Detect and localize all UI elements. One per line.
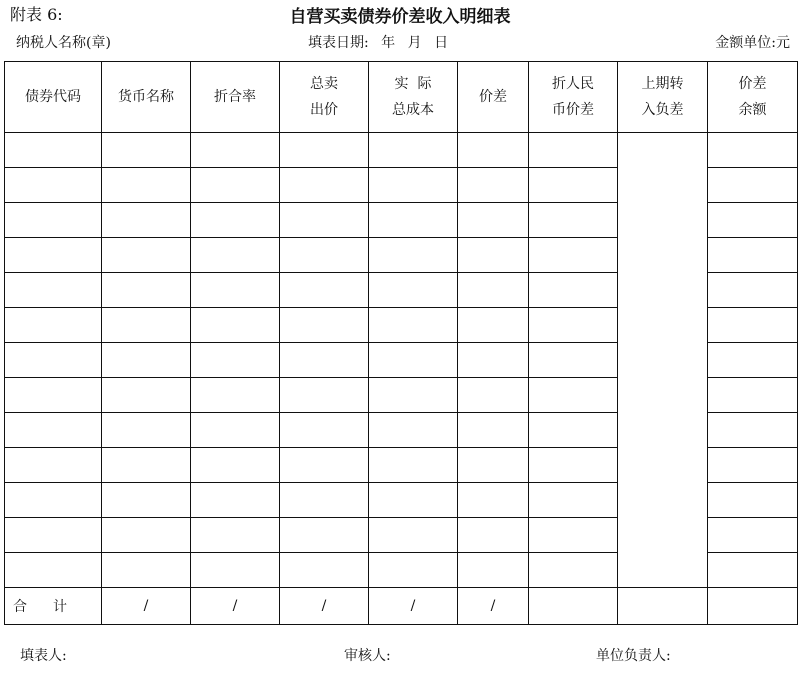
- reviewer-label: 审核人:: [344, 648, 391, 664]
- table-cell[interactable]: [458, 273, 529, 308]
- table-cell[interactable]: [191, 413, 280, 448]
- table-cell[interactable]: [369, 238, 458, 273]
- table-cell[interactable]: [529, 238, 618, 273]
- table-cell[interactable]: [102, 483, 191, 518]
- table-cell[interactable]: [529, 518, 618, 553]
- table-cell[interactable]: [369, 343, 458, 378]
- table-cell[interactable]: [529, 273, 618, 308]
- table-cell[interactable]: [458, 448, 529, 483]
- table-cell[interactable]: [280, 518, 369, 553]
- table-cell[interactable]: [708, 168, 798, 203]
- table-cell[interactable]: [369, 483, 458, 518]
- table-cell[interactable]: [280, 378, 369, 413]
- table-cell[interactable]: [458, 483, 529, 518]
- table-cell[interactable]: [529, 378, 618, 413]
- table-cell[interactable]: [458, 203, 529, 238]
- total-cell[interactable]: /: [458, 588, 529, 625]
- table-cell[interactable]: [708, 308, 798, 343]
- total-cell[interactable]: [529, 588, 618, 625]
- total-cell[interactable]: /: [191, 588, 280, 625]
- col-header: 价差: [458, 62, 529, 133]
- table-cell[interactable]: [280, 343, 369, 378]
- table-cell[interactable]: [102, 308, 191, 343]
- table-cell[interactable]: [458, 238, 529, 273]
- table-cell[interactable]: [5, 483, 102, 518]
- amount-unit-label: 金额单位:元: [715, 35, 790, 51]
- table-cell[interactable]: [102, 343, 191, 378]
- table-cell[interactable]: [102, 273, 191, 308]
- table-cell[interactable]: [529, 553, 618, 588]
- table-cell[interactable]: [708, 238, 798, 273]
- col-header: 总卖 出价: [280, 62, 369, 133]
- table-cell[interactable]: [191, 308, 280, 343]
- total-cell[interactable]: /: [280, 588, 369, 625]
- table-cell[interactable]: [102, 133, 191, 168]
- form-meta: [0, 32, 800, 54]
- col-header: 上期转 入负差: [618, 62, 708, 133]
- table-cell[interactable]: [5, 168, 102, 203]
- table-cell[interactable]: [280, 448, 369, 483]
- table-cell[interactable]: [369, 553, 458, 588]
- table-cell[interactable]: [102, 448, 191, 483]
- table-cell[interactable]: [708, 133, 798, 168]
- table-cell[interactable]: [5, 413, 102, 448]
- table-cell[interactable]: [369, 203, 458, 238]
- col-header: 货币名称: [102, 62, 191, 133]
- table-cell[interactable]: [369, 168, 458, 203]
- table-cell[interactable]: [5, 133, 102, 168]
- table-cell[interactable]: [458, 413, 529, 448]
- table-cell[interactable]: [5, 238, 102, 273]
- table-cell[interactable]: [369, 518, 458, 553]
- table-cell[interactable]: [280, 483, 369, 518]
- page-header: [0, 2, 800, 26]
- table-cell[interactable]: [529, 483, 618, 518]
- table-cell[interactable]: [191, 518, 280, 553]
- table-cell[interactable]: [102, 168, 191, 203]
- table-cell[interactable]: [280, 553, 369, 588]
- table-cell[interactable]: [102, 518, 191, 553]
- table-cell[interactable]: [369, 273, 458, 308]
- col-header: 实 际 总成本: [369, 62, 458, 133]
- table-cell[interactable]: [529, 203, 618, 238]
- table-cell[interactable]: [5, 273, 102, 308]
- table-cell[interactable]: [5, 518, 102, 553]
- table-cell[interactable]: [458, 168, 529, 203]
- table-cell[interactable]: [102, 378, 191, 413]
- table-cell[interactable]: [280, 273, 369, 308]
- table-cell[interactable]: [369, 413, 458, 448]
- table-cell[interactable]: [458, 308, 529, 343]
- appendix-label: 附表 6:: [10, 5, 63, 24]
- table-cell[interactable]: [5, 553, 102, 588]
- table-cell[interactable]: [708, 483, 798, 518]
- table-cell[interactable]: [458, 343, 529, 378]
- table-cell[interactable]: [458, 378, 529, 413]
- table-cell[interactable]: [369, 133, 458, 168]
- table-cell[interactable]: [708, 203, 798, 238]
- table-row: [5, 133, 798, 168]
- fill-date-label: 填表日期: 年 月 日: [308, 35, 449, 51]
- detail-table: [4, 61, 798, 625]
- table-cell[interactable]: [529, 308, 618, 343]
- col-header: 折人民 币价差: [529, 62, 618, 133]
- total-cell[interactable]: [708, 588, 798, 625]
- table-cell[interactable]: [458, 133, 529, 168]
- table-cell[interactable]: [102, 238, 191, 273]
- table-cell[interactable]: [708, 518, 798, 553]
- total-row: [5, 588, 798, 625]
- table-cell[interactable]: [369, 448, 458, 483]
- table-cell[interactable]: [191, 378, 280, 413]
- table-cell[interactable]: [191, 553, 280, 588]
- table-cell[interactable]: [708, 378, 798, 413]
- table-cell[interactable]: [191, 203, 280, 238]
- table-cell[interactable]: [280, 168, 369, 203]
- table-cell[interactable]: [529, 133, 618, 168]
- table-cell[interactable]: [708, 343, 798, 378]
- table-cell[interactable]: [191, 343, 280, 378]
- total-label: 合计: [5, 588, 102, 625]
- table-cell[interactable]: [458, 553, 529, 588]
- table-cell[interactable]: [280, 133, 369, 168]
- col-header: 价差 余额: [708, 62, 798, 133]
- table-cell[interactable]: [708, 553, 798, 588]
- table-cell[interactable]: [5, 378, 102, 413]
- table-cell[interactable]: [191, 133, 280, 168]
- signature-footer: [0, 645, 800, 667]
- table-cell[interactable]: [369, 378, 458, 413]
- table-cell[interactable]: [191, 168, 280, 203]
- table-cell[interactable]: [191, 273, 280, 308]
- total-cell[interactable]: [618, 588, 708, 625]
- table-cell[interactable]: [280, 203, 369, 238]
- page-title: 自营买卖债券价差收入明细表: [289, 7, 511, 27]
- table-cell[interactable]: [708, 273, 798, 308]
- table-cell[interactable]: [529, 448, 618, 483]
- total-cell[interactable]: /: [369, 588, 458, 625]
- table-cell[interactable]: [191, 238, 280, 273]
- table-cell[interactable]: [280, 308, 369, 343]
- table-cell[interactable]: [191, 448, 280, 483]
- table-cell[interactable]: [5, 308, 102, 343]
- table-cell[interactable]: [102, 553, 191, 588]
- table-cell[interactable]: [280, 238, 369, 273]
- table-cell[interactable]: [529, 413, 618, 448]
- table-cell[interactable]: [102, 203, 191, 238]
- total-cell[interactable]: /: [102, 588, 191, 625]
- table-cell[interactable]: [458, 518, 529, 553]
- table-cell[interactable]: [191, 483, 280, 518]
- taxpayer-name-label: 纳税人名称(章): [16, 35, 111, 51]
- table-cell[interactable]: [618, 133, 708, 588]
- table-cell[interactable]: [5, 343, 102, 378]
- filler-label: 填表人:: [20, 648, 67, 664]
- table-cell[interactable]: [529, 343, 618, 378]
- unit-head-label: 单位负责人:: [596, 648, 671, 664]
- table-cell[interactable]: [369, 308, 458, 343]
- table-cell[interactable]: [708, 413, 798, 448]
- table-cell[interactable]: [708, 448, 798, 483]
- table-cell[interactable]: [5, 448, 102, 483]
- table-cell[interactable]: [280, 413, 369, 448]
- table-cell[interactable]: [102, 413, 191, 448]
- table-cell[interactable]: [5, 203, 102, 238]
- col-header: 债券代码: [5, 62, 102, 133]
- col-header: 折合率: [191, 62, 280, 133]
- table-cell[interactable]: [529, 168, 618, 203]
- header-row: [5, 62, 798, 133]
